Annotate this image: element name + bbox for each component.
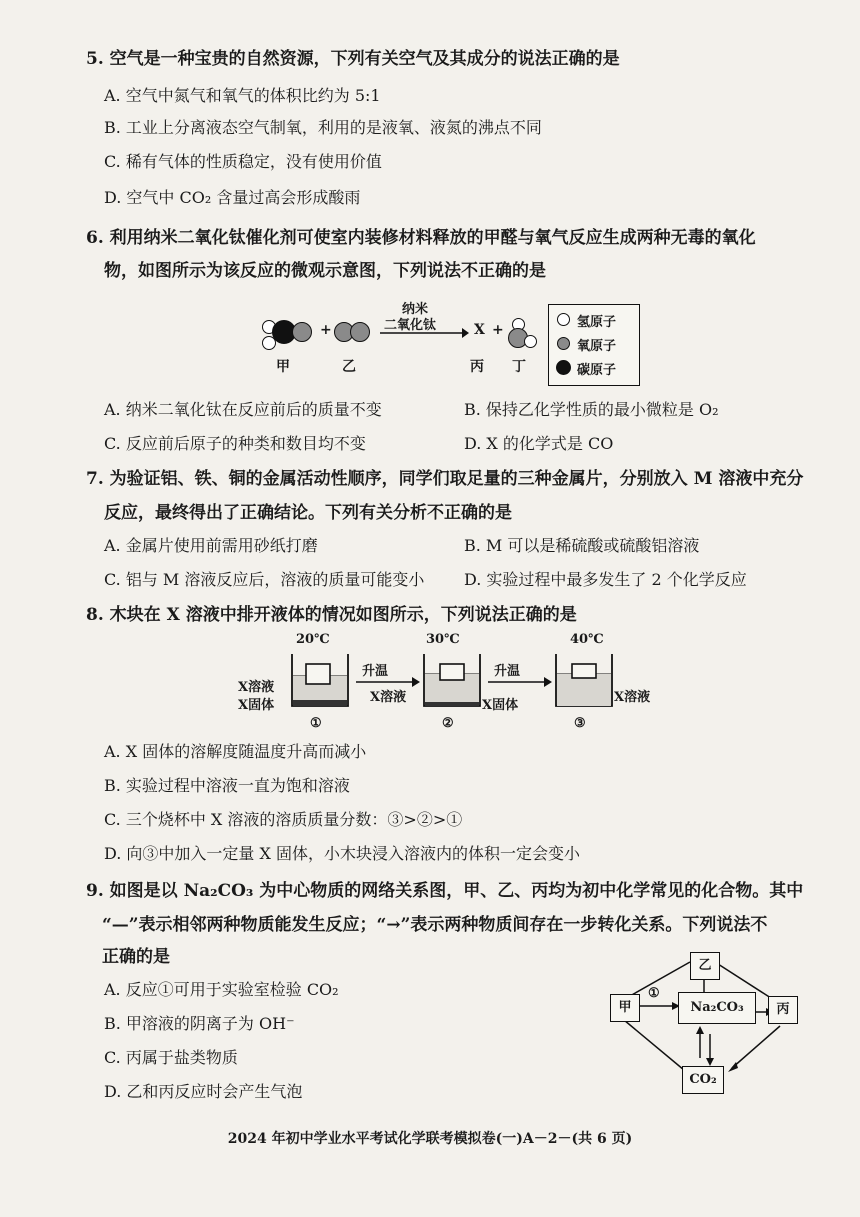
temp-label-1: 20℃ (296, 632, 330, 647)
hydrogen-atom (524, 335, 537, 348)
legend-oxygen-icon (557, 337, 570, 350)
q6-option-b: B. 保持乙化学性质的最小微粒是 O₂ (464, 400, 719, 419)
temp-label-2: 30℃ (426, 632, 460, 647)
catalyst-label-line1: 纳米 (402, 302, 429, 317)
legend-hydrogen-label: 氢原子 (577, 315, 617, 330)
label-ding: 丁 (512, 359, 526, 375)
q7-stem-line1: 7. 为验证铝、铁、铜的金属活动性顺序，同学们取足量的三种金属片，分别放入 M 溶液中充分 (86, 469, 804, 489)
node-na2co3: Na₂CO₃ (678, 992, 756, 1024)
beaker-number-3: ③ (574, 716, 586, 731)
q6-stem-line2: 物，如图所示为该反应的微观示意图，下列说法不正确的是 (104, 261, 546, 281)
beaker-2 (424, 654, 480, 706)
q7-option-a: A. 金属片使用前需用砂纸打磨 (104, 536, 318, 555)
q9-option-d: D. 乙和丙反应时会产生气泡 (104, 1082, 303, 1101)
label-jia: 甲 (276, 359, 290, 375)
node-yi: 乙 (690, 952, 720, 980)
q9-option-c: C. 丙属于盐类物质 (104, 1048, 238, 1067)
oxygen-atom (350, 322, 370, 342)
q5-stem: 5. 空气是一种宝贵的自然资源，下列有关空气及其成分的说法正确的是 (86, 49, 620, 69)
node-jia: 甲 (610, 994, 640, 1022)
solution-label-3: X溶液 (614, 690, 651, 705)
beaker-number-2: ② (442, 716, 454, 731)
q5-option-b: B. 工业上分离液态空气制氧，利用的是液氧、液氮的沸点不同 (104, 118, 542, 137)
q6-stem-line1: 6. 利用纳米二氧化钛催化剂可使室内装修材料释放的甲醛与氧气反应生成两种无毒的氧化 (86, 228, 756, 248)
q7-stem-line2: 反应，最终得出了正确结论。下列有关分析不正确的是 (104, 503, 512, 523)
heat-label-2: 升温 (494, 664, 521, 679)
temp-label-3: 40℃ (570, 632, 604, 647)
legend-carbon-icon (556, 360, 571, 375)
beaker-3 (556, 654, 612, 706)
q9-stem-line3: 正确的是 (102, 947, 170, 967)
plus-sign: + (492, 322, 504, 338)
q8-option-d: D. 向③中加入一定量 X 固体，小木块浸入溶液内的体积一定会变小 (104, 844, 580, 863)
solution-label-1: X溶液 (238, 680, 275, 695)
q9-option-b: B. 甲溶液的阴离子为 OH⁻ (104, 1014, 295, 1033)
q5-option-c: C. 稀有气体的性质稳定，没有使用价值 (104, 152, 382, 171)
q5-option-a: A. 空气中氮气和氧气的体积比约为 5:1 (104, 86, 381, 105)
q8-option-b: B. 实验过程中溶液一直为饱和溶液 (104, 776, 350, 795)
reaction-arrow (378, 327, 470, 339)
q8-option-c: C. 三个烧杯中 X 溶液的溶质质量分数：③>②>① (104, 810, 463, 829)
catalyst-label-line2: 二氧化钛 (384, 318, 437, 333)
q5-option-d: D. 空气中 CO₂ 含量过高会形成酸雨 (104, 188, 361, 207)
page-footer: 2024 年初中学业水平考试化学联考模拟卷(一)A－2－(共 6 页) (227, 1131, 633, 1147)
oxygen-atom (292, 322, 312, 342)
solid-label-2: X固体 (482, 698, 519, 713)
product-x: X (474, 322, 485, 338)
beakers-svg (240, 650, 640, 714)
node-bing: 丙 (768, 996, 798, 1024)
legend-carbon-label: 碳原子 (577, 363, 617, 378)
atom-legend (548, 304, 640, 386)
legend-oxygen-label: 氧原子 (577, 339, 617, 354)
solution-label-2: X溶液 (370, 690, 407, 705)
q6-option-d: D. X 的化学式是 CO (464, 434, 614, 453)
q6-option-a: A. 纳米二氧化钛在反应前后的质量不变 (104, 400, 382, 419)
heat-label-1: 升温 (362, 664, 389, 679)
legend-hydrogen-icon (557, 313, 570, 326)
q8-option-a: A. X 固体的溶解度随温度升高而减小 (104, 742, 367, 761)
plus-sign: + (320, 322, 332, 338)
beaker-1 (292, 654, 348, 706)
node-co2: CO₂ (682, 1066, 724, 1094)
q9-stem-line2: “—”表示相邻两种物质能发生反应；“→”表示两种物质间存在一步转化关系。下列说法不 (102, 915, 768, 935)
q6-option-c: C. 反应前后原子的种类和数目均不变 (104, 434, 366, 453)
label-yi: 乙 (342, 359, 356, 375)
q9-option-a: A. 反应①可用于实验室检验 CO₂ (104, 980, 339, 999)
q7-option-d: D. 实验过程中最多发生了 2 个化学反应 (464, 570, 747, 589)
q9-stem-line1: 9. 如图是以 Na₂CO₃ 为中心物质的网络关系图，甲、乙、丙均为初中化学常见的化合物。其中 (86, 881, 804, 901)
q7-option-c: C. 铝与 M 溶液反应后，溶液的质量可能变小 (104, 570, 425, 589)
q8-stem: 8. 木块在 X 溶液中排开液体的情况如图所示，下列说法正确的是 (86, 605, 577, 625)
q7-option-b: B. M 可以是稀硫酸或硫酸铝溶液 (464, 536, 700, 555)
solid-label-1: X固体 (238, 698, 275, 713)
label-bing: 丙 (470, 359, 484, 375)
beaker-number-1: ① (310, 716, 322, 731)
reaction-mark-1: ① (648, 986, 660, 1001)
